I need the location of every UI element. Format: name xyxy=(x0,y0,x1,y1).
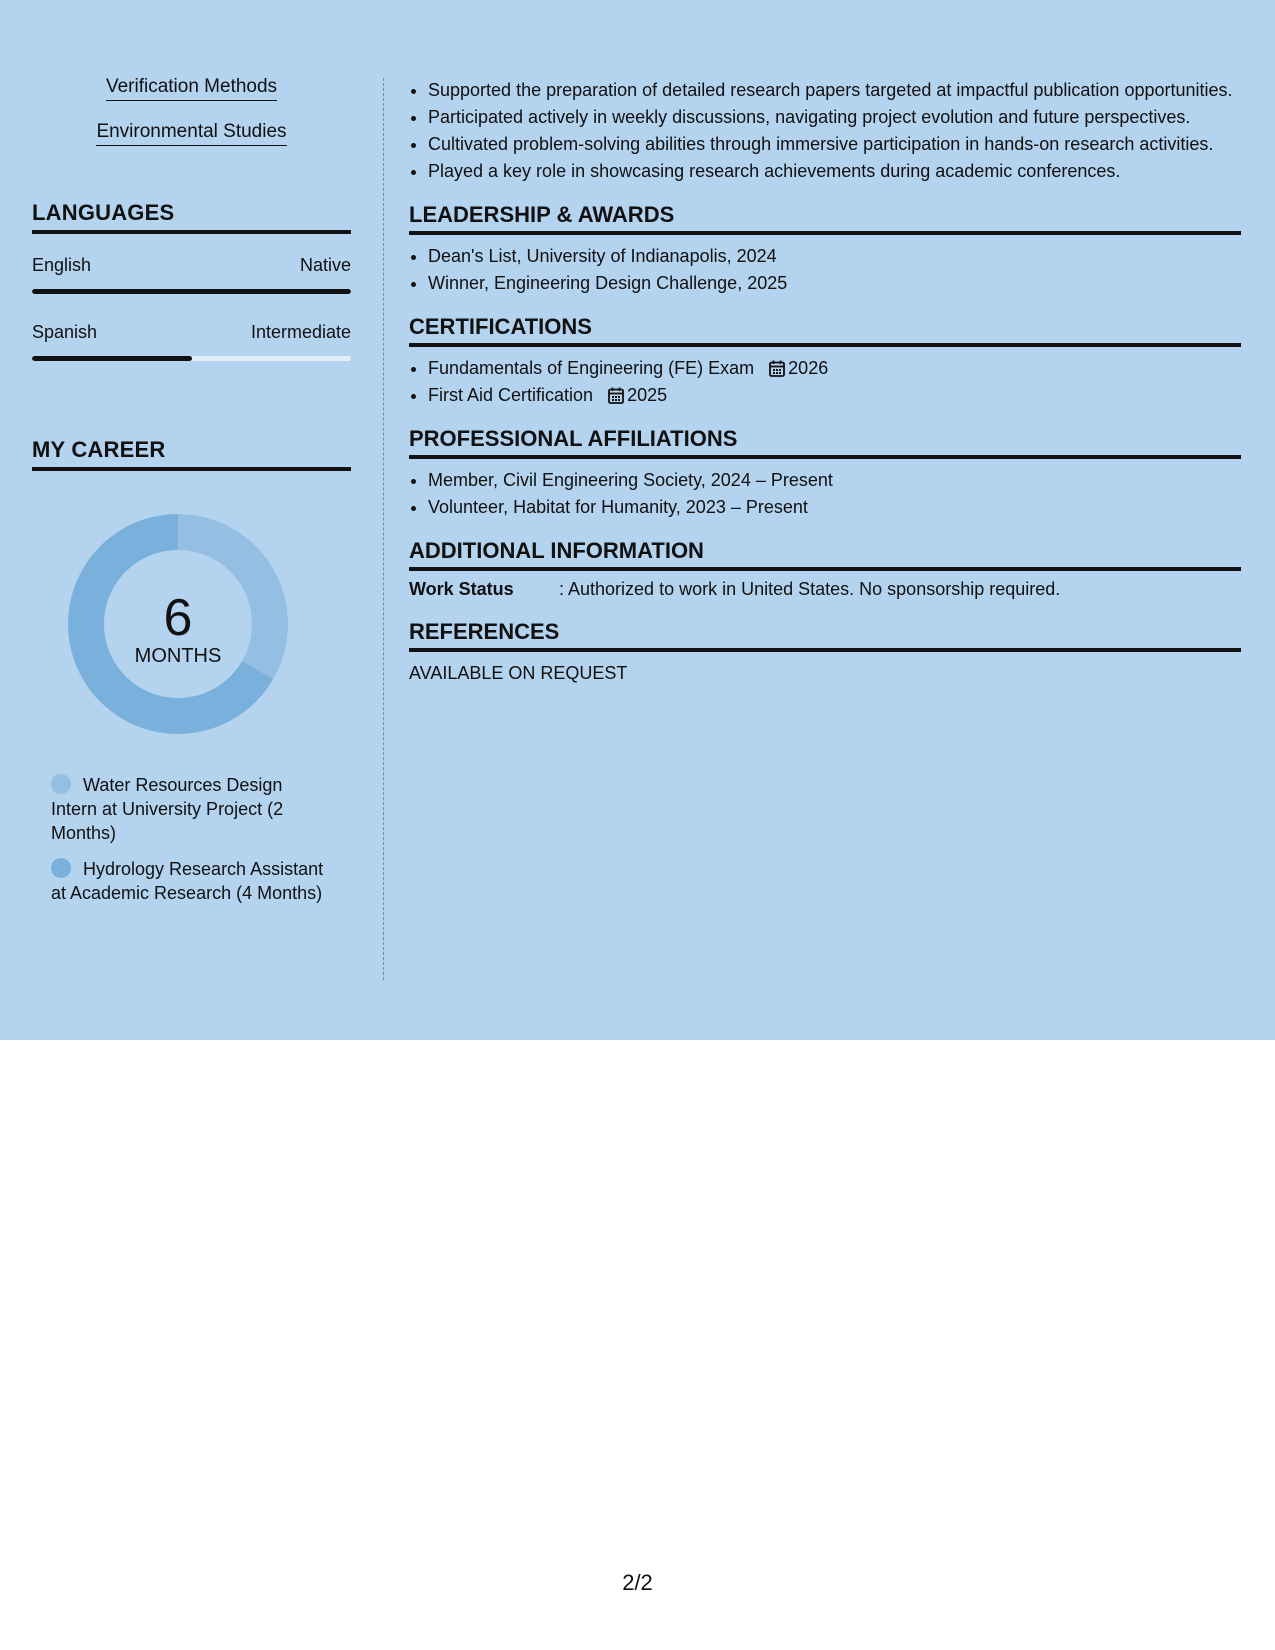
list-item xyxy=(428,383,1241,407)
language-name: English xyxy=(32,255,92,275)
calendar-icon xyxy=(769,360,785,377)
list-item: • Participated actively in weekly discussions, navigating project evolution and future perspectives. xyxy=(428,105,1241,129)
legend-item xyxy=(51,857,331,905)
experience-bullets xyxy=(409,78,1241,183)
list-item: • Played a key role in showcasing research achievements during academic conferences. xyxy=(428,159,1241,183)
language-proficiency-bar xyxy=(32,289,351,294)
career-legend xyxy=(51,773,331,905)
list-item: • Dean's List, University of Indianapolis, 2024 xyxy=(428,244,1241,268)
career-total-value: 6 xyxy=(163,589,193,647)
language-item xyxy=(32,322,351,361)
legend-label: Water Resources Design Intern at University Project (2 Months) xyxy=(51,775,284,843)
certification-name: Fundamentals of Engineering (FE) Exam xyxy=(428,358,755,378)
career-total-unit: MONTHS xyxy=(134,645,222,667)
work-status-row xyxy=(409,579,1241,600)
page-number: 2/2 xyxy=(622,1570,653,1595)
list-item: • Cultivated problem-solving abilities through immersive participation in hands-on research activities. xyxy=(428,132,1241,156)
career-donut-chart xyxy=(65,511,291,737)
certifications-section xyxy=(409,314,1241,407)
certification-year: 2025 xyxy=(627,385,668,405)
list-item: • Supported the preparation of detailed research papers targeted at impactful publication opportunities. xyxy=(428,78,1241,102)
calendar-icon xyxy=(608,387,624,404)
language-level: Intermediate xyxy=(250,322,351,342)
additional-section xyxy=(409,538,1241,600)
language-proficiency-fill xyxy=(32,356,192,361)
language-proficiency-bar xyxy=(32,356,351,361)
references-section xyxy=(409,619,1241,684)
skills-list xyxy=(32,76,351,166)
languages-heading: LANGUAGES xyxy=(32,200,351,234)
section-heading: PROFESSIONAL AFFILIATIONS xyxy=(409,426,1241,459)
list-item: • Winner, Engineering Design Challenge, 2025 xyxy=(428,271,1241,295)
language-item xyxy=(32,255,351,294)
legend-item xyxy=(51,773,331,845)
skill-tag: Verification Methods xyxy=(106,76,277,101)
career-heading: MY CAREER xyxy=(32,437,351,471)
language-name: Spanish xyxy=(32,322,98,342)
certification-year: 2026 xyxy=(788,358,829,378)
section-heading: REFERENCES xyxy=(409,619,1241,652)
list-item xyxy=(428,356,1241,380)
references-text: AVAILABLE ON REQUEST xyxy=(409,663,628,683)
list-item: • Member, Civil Engineering Society, 2024 – Present xyxy=(428,468,1241,492)
right-column xyxy=(409,78,1241,684)
language-level: Native xyxy=(299,255,351,275)
section-heading: ADDITIONAL INFORMATION xyxy=(409,538,1241,571)
column-divider xyxy=(383,78,384,980)
work-status-label: Work Status xyxy=(409,579,514,599)
affiliations-section xyxy=(409,426,1241,519)
skill-tag: Environmental Studies xyxy=(96,121,286,146)
list-item: • Volunteer, Habitat for Humanity, 2023 – Present xyxy=(428,495,1241,519)
legend-dot xyxy=(51,858,71,878)
language-proficiency-fill xyxy=(32,289,351,294)
leadership-section xyxy=(409,202,1241,295)
certification-name: First Aid Certification xyxy=(428,385,594,405)
left-column xyxy=(32,76,351,917)
legend-dot xyxy=(51,774,71,794)
section-heading: CERTIFICATIONS xyxy=(409,314,1241,347)
legend-label: Hydrology Research Assistant at Academic Research (4 Months) xyxy=(51,859,324,903)
section-heading: LEADERSHIP & AWARDS xyxy=(409,202,1241,235)
work-status-value: : Authorized to work in United States. No sponsorship required. xyxy=(559,579,1061,599)
